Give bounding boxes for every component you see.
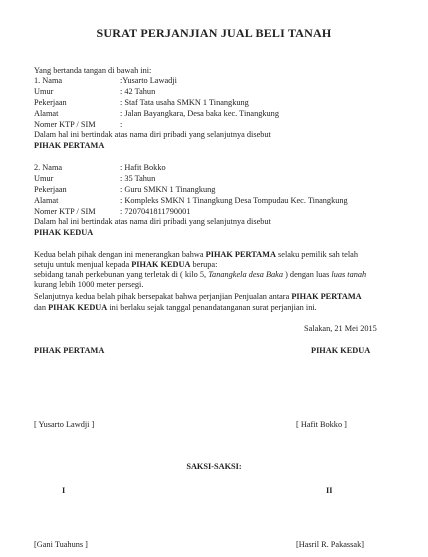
agreement-line-6 [34,303,317,313]
party-1-id-value: : [120,120,123,129]
agreement-line-5 [34,292,362,302]
party-2-id-value: : 7207041811790001 [120,207,191,216]
party-2-job-value: : Guru SMKN 1 Tinangkung [120,185,216,194]
body-text: berupa: [190,260,218,269]
party-1-address-value: : Jalan Bayangkara, Desa baka kec. Tinangkung [120,109,279,118]
body-text: ) dengan luas [283,270,332,279]
party-1-name-value: :Yusarto Lawadji [120,76,177,85]
body-text: Selanjutnya kedua belah pihak bersepakat bahwa perjanjian Penjualan antara [34,292,292,301]
party-1-age-label: Umur [34,87,54,96]
party-2-id-label: Nomer KTP / SIM [34,207,96,216]
land-area-label: luas tanah [331,270,367,279]
document-title: SURAT PERJANJIAN JUAL BELI TANAH [96,26,332,40]
intro-text: Yang bertanda tangan di bawah ini: [34,66,152,75]
party-1-id-label: Nomer KTP / SIM [34,120,96,129]
party-2-address-label: Alamat [34,196,59,205]
witness-1-name: [Gani Tuahuns ] [34,540,88,549]
witness-2-number: II [326,486,333,495]
body-text: selaku pemilik sah telah [275,250,358,259]
party-2-reference: PIHAK KEDUA [131,260,191,269]
party-1-reference: PIHAK PERTAMA [291,292,362,301]
agreement-line-2 [34,260,217,270]
witness-2-name: [Hasril R. Pakassak] [296,540,364,549]
party-1-age-value: : 42 Tahun [120,87,156,96]
signature-left-title: PIHAK PERTAMA [34,346,105,355]
party-2-age-label: Umur [34,174,54,183]
party-2-job-label: Pekerjaan [34,185,67,194]
witness-1-number: I [62,486,66,495]
party-1-reference: PIHAK PERTAMA [205,250,276,259]
body-text: dan [34,303,49,312]
body-text: ini berlaku sejak tanggal penandatanganan surat perjanjian ini. [107,303,317,312]
witnesses-title: SAKSI-SAKSI: [186,462,242,471]
body-text: sebidang tanah perkebunan yang terletak di ( kilo 5, [34,270,209,279]
party-1-job-label: Pekerjaan [34,98,67,107]
body-text: setuju untuk menjual kepada [34,260,132,269]
signature-left-name: [ Yusarto Lawdji ] [34,420,95,429]
party-2-designation: PIHAK KEDUA [34,228,94,237]
party-2-address-value: : Kompleks SMKN 1 Tinangkung Desa Tompudau Kec. Tinangkung [120,196,348,205]
body-text: Kedua belah pihak dengan ini menerangkan bahwa [34,250,206,259]
party-1-name-label: 1. Nama [34,76,63,85]
party-2-reference: PIHAK KEDUA [48,303,108,312]
place-date: Salakan, 21 Mei 2015 [304,324,377,333]
agreement-line-1 [34,250,358,260]
signature-right-name: [ Hafit Bokko ] [296,420,347,429]
agreement-line-3 [34,270,366,280]
party-1-job-value: : Staf Tata usaha SMKN 1 Tinangkung [120,98,249,107]
party-2-name-value: : Hafit Bokko [120,163,166,172]
party-2-name-label: 2. Nama [34,163,63,172]
party-2-age-value: : 35 Tahun [120,174,156,183]
land-location: Tanangkela desa Baka [208,270,284,279]
agreement-line-4: kurang lebih 1000 meter persegi. [34,280,144,289]
party-2-note: Dalam hal ini bertindak atas nama diri pribadi yang selanjutnya disebut [34,217,271,226]
party-1-address-label: Alamat [34,109,59,118]
party-1-note: Dalam hal ini bertindak atas nama diri pribadi yang selanjutnya disebut [34,130,271,139]
signature-right-title: PIHAK KEDUA [311,346,371,355]
party-1-designation: PIHAK PERTAMA [34,141,105,150]
